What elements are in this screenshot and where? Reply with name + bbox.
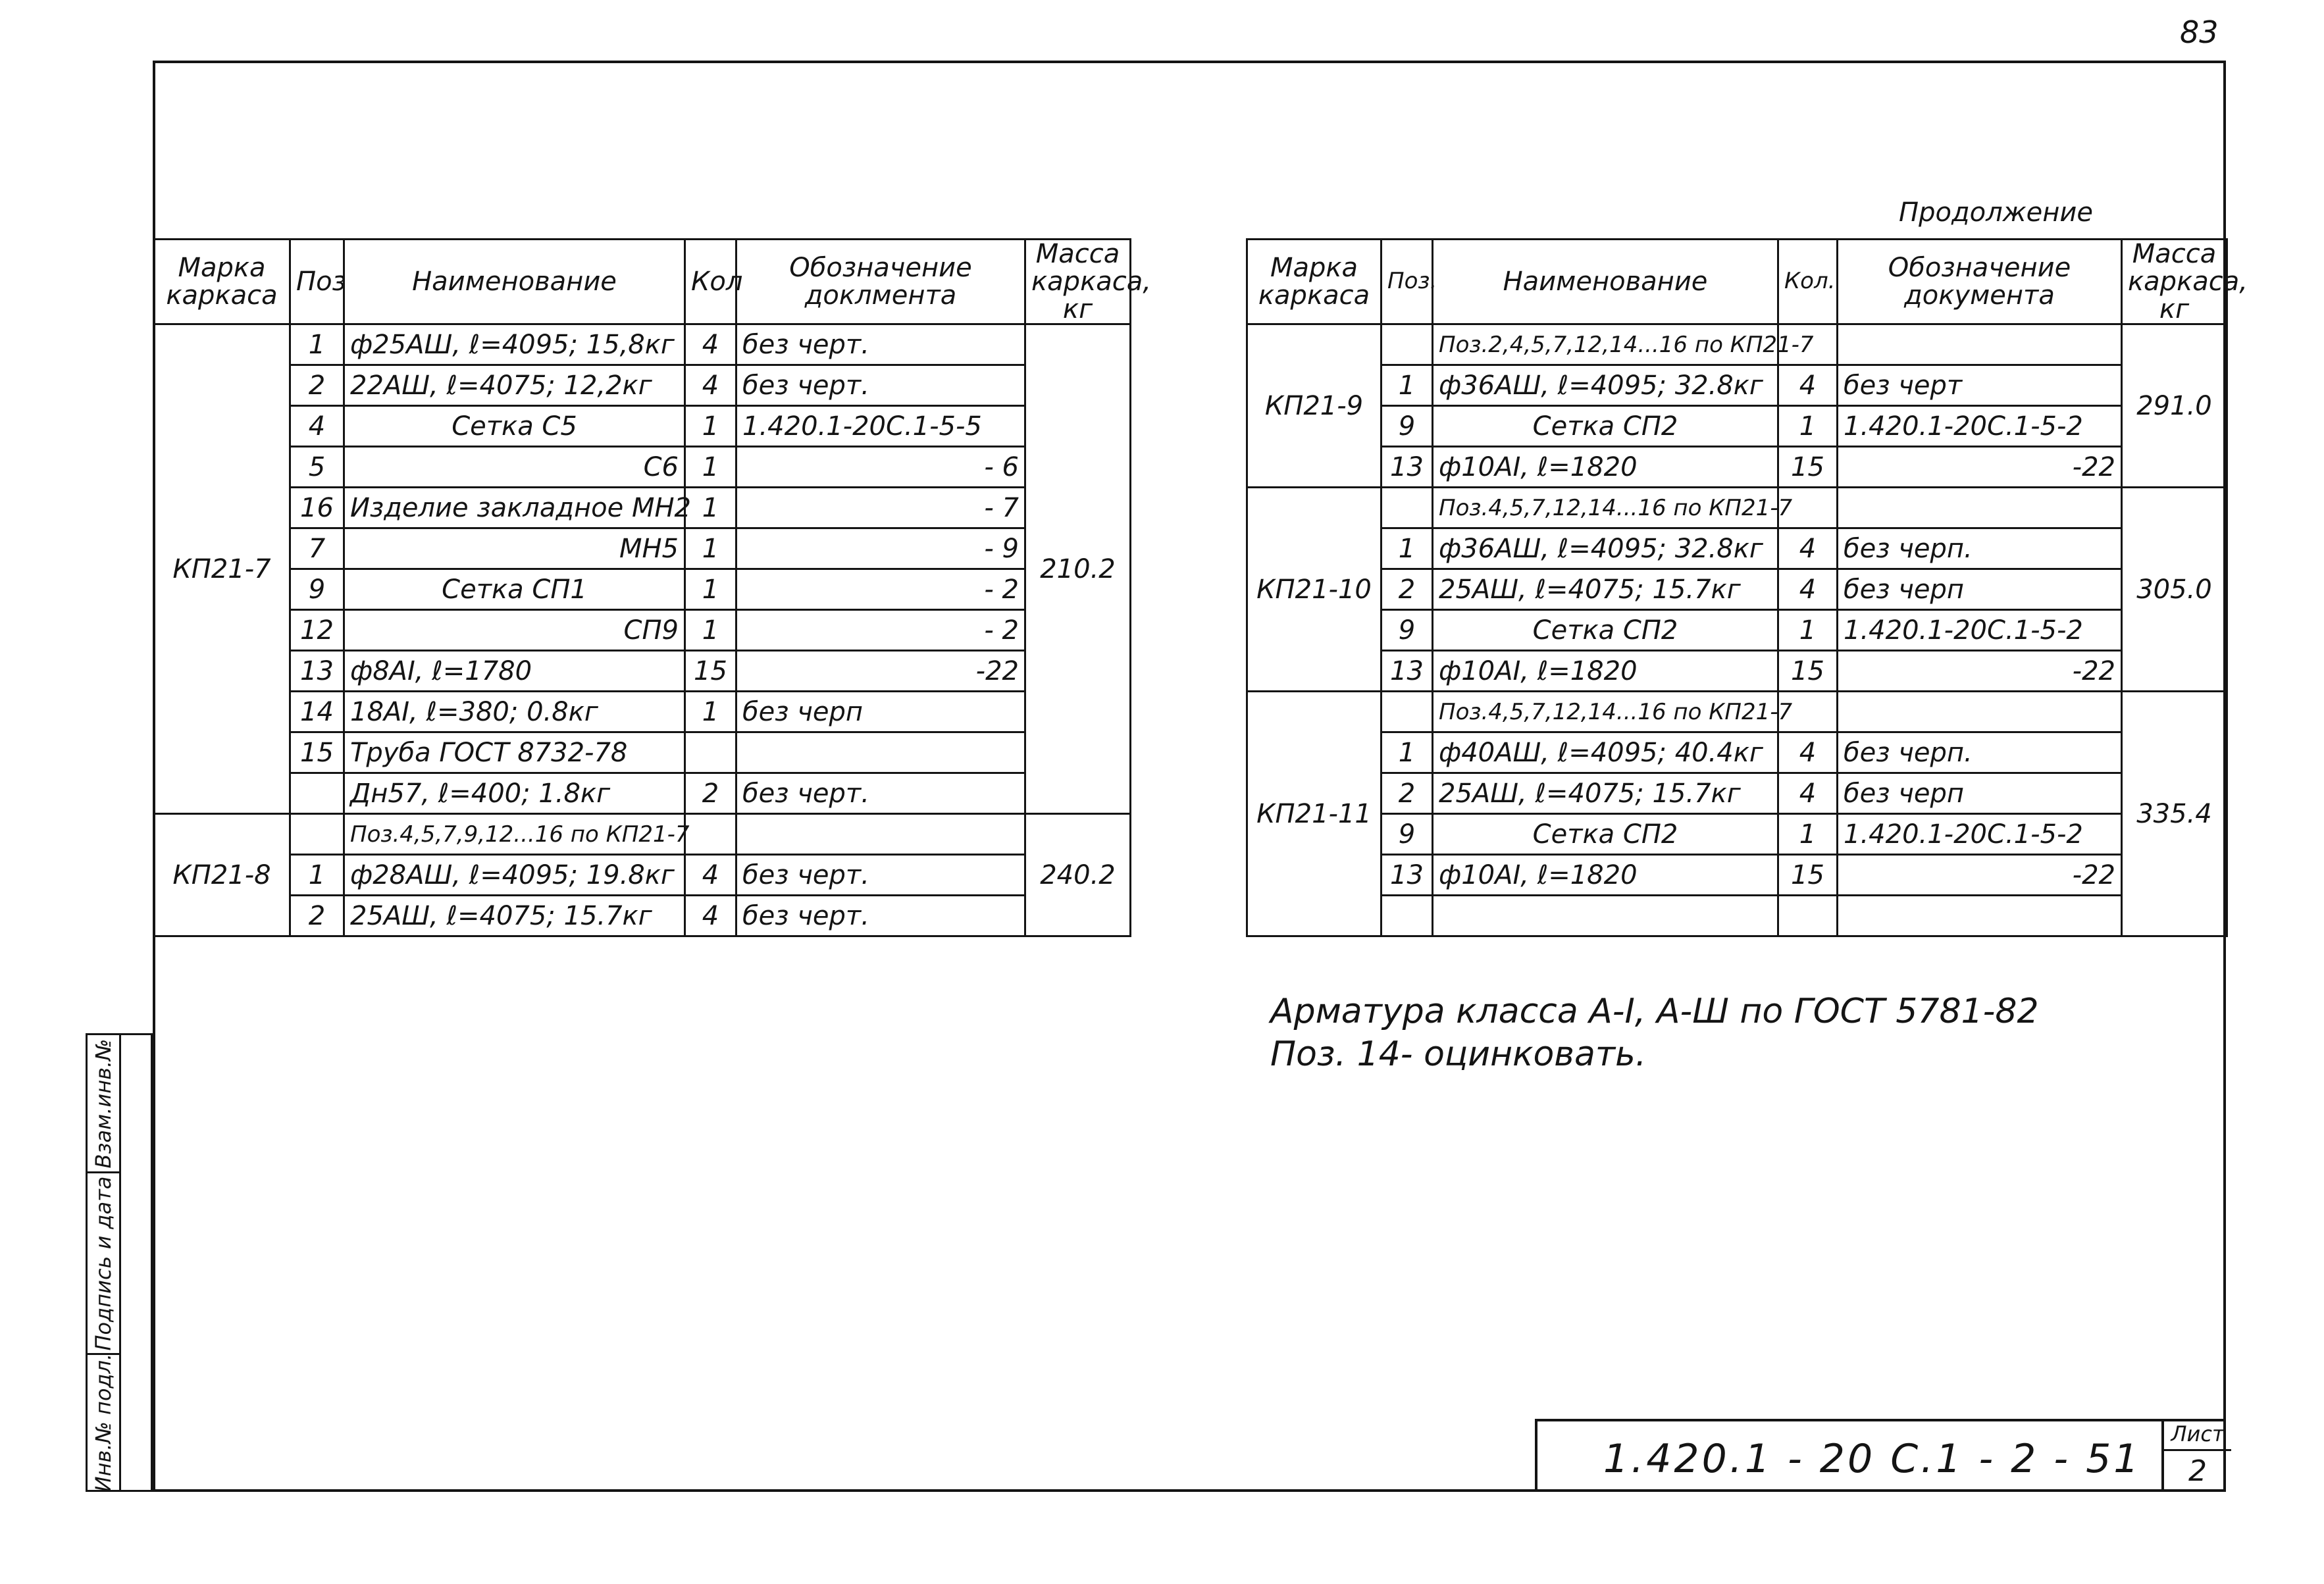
cell-designation: без черт	[1838, 365, 2122, 406]
cell-qty: 15	[1778, 447, 1838, 488]
cell-name: ф40АШ, ℓ=4095; 40.4кг	[1433, 732, 1778, 773]
table-row	[1247, 488, 2227, 528]
page-number: 83	[2180, 14, 2219, 50]
header-designation: Обозначение доклмента	[736, 240, 1025, 324]
cell-pos	[1381, 488, 1433, 528]
table-row	[154, 569, 1131, 610]
cell-designation: без черп.	[1838, 528, 2122, 569]
cell-designation: без черт.	[736, 324, 1025, 365]
cell-designation: 1.420.1-20С.1-5-5	[736, 406, 1025, 447]
cell-pos: 13	[290, 651, 344, 692]
cell-designation: - 6	[736, 447, 1025, 488]
cell-name: Поз.4,5,7,12,14...16 по КП21-7	[1433, 488, 1778, 528]
cell-name	[1433, 896, 1778, 936]
cell-pos	[1381, 692, 1433, 732]
table-row	[1247, 651, 2227, 692]
cell-qty: 4	[1778, 528, 1838, 569]
cell-designation: без черт.	[736, 896, 1025, 936]
cell-designation: -22	[1838, 855, 2122, 896]
sheet-number: 2	[2188, 1454, 2207, 1488]
cell-pos: 1	[290, 855, 344, 896]
cell-qty: 15	[1778, 651, 1838, 692]
stripe-cell-inv-original: Инв.№ подл.	[91, 1353, 116, 1492]
table-row	[154, 692, 1131, 732]
cell-name: ф10АI, ℓ=1820	[1433, 447, 1778, 488]
cell-qty: 1	[685, 447, 736, 488]
cell-name: С6	[344, 447, 685, 488]
cell-name: ф28АШ, ℓ=4095; 19.8кг	[344, 855, 685, 896]
table-row	[154, 773, 1131, 814]
cell-name: Сетка СП2	[1433, 406, 1778, 447]
cell-mass: 305.0	[2122, 488, 2227, 692]
cell-pos: 2	[1381, 569, 1433, 610]
cell-pos: 1	[1381, 528, 1433, 569]
cell-pos: 15	[290, 732, 344, 773]
table-row	[1247, 569, 2227, 610]
cell-pos: 16	[290, 488, 344, 528]
cell-qty: 1	[685, 610, 736, 651]
cell-mark: КП21-8	[154, 814, 290, 936]
cell-name: ф36АШ, ℓ=4095; 32.8кг	[1433, 528, 1778, 569]
cell-designation	[1838, 692, 2122, 732]
table-row	[154, 610, 1131, 651]
notes	[1270, 990, 2039, 1076]
cell-designation: без черт.	[736, 365, 1025, 406]
cell-qty: 1	[685, 692, 736, 732]
cell-mass: 291.0	[2122, 324, 2227, 488]
cell-designation: без черт.	[736, 855, 1025, 896]
title-block	[1535, 1419, 2226, 1492]
cell-qty: 1	[685, 569, 736, 610]
cell-qty: 15	[1778, 855, 1838, 896]
cell-name: ф10АI, ℓ=1820	[1433, 651, 1778, 692]
table-row	[1247, 406, 2227, 447]
cell-name: Поз.4,5,7,12,14...16 по КП21-7	[1433, 692, 1778, 732]
cell-mark: КП21-11	[1247, 692, 1381, 936]
table-row	[154, 365, 1131, 406]
cell-pos: 2	[290, 896, 344, 936]
header-name: Наименование	[344, 240, 685, 324]
cell-qty: 4	[685, 365, 736, 406]
cell-name: ф8АI, ℓ=1780	[344, 651, 685, 692]
header-mark: Марка каркаса	[1247, 240, 1381, 324]
cell-designation	[1838, 324, 2122, 365]
cell-name: Сетка СП2	[1433, 610, 1778, 651]
cell-name: МН5	[344, 528, 685, 569]
cell-pos: 1	[1381, 365, 1433, 406]
cell-name: СП9	[344, 610, 685, 651]
cell-name: ф25АШ, ℓ=4095; 15,8кг	[344, 324, 685, 365]
cell-name: Сетка СП1	[344, 569, 685, 610]
cell-pos	[1381, 896, 1433, 936]
table-row	[154, 324, 1131, 365]
cell-designation: - 9	[736, 528, 1025, 569]
left-spec-table	[153, 238, 1151, 937]
cell-mark: КП21-7	[154, 324, 290, 814]
cell-name: Поз.4,5,7,9,12...16 по КП21-7	[344, 814, 685, 855]
cell-qty: 1	[685, 528, 736, 569]
cell-designation: без черп	[1838, 773, 2122, 814]
cell-qty	[1778, 896, 1838, 936]
cell-qty: 1	[685, 406, 736, 447]
cell-pos: 5	[290, 447, 344, 488]
cell-designation	[736, 814, 1025, 855]
table-row	[154, 855, 1131, 896]
cell-pos: 13	[1381, 651, 1433, 692]
table-row	[1247, 447, 2227, 488]
table-row	[154, 447, 1131, 488]
table-row	[154, 406, 1131, 447]
cell-name: Дн57, ℓ=400; 1.8кг	[344, 773, 685, 814]
cell-designation: -22	[736, 651, 1025, 692]
cell-name: 25АШ, ℓ=4075; 15.7кг	[1433, 569, 1778, 610]
cell-name: Поз.2,4,5,7,12,14...16 по КП21-7	[1433, 324, 1778, 365]
cell-designation: без черп.	[1838, 732, 2122, 773]
cell-name: Изделие закладное МН2	[344, 488, 685, 528]
cell-pos	[1381, 324, 1433, 365]
cell-pos: 13	[1381, 855, 1433, 896]
cell-name: 25АШ, ℓ=4075; 15.7кг	[344, 896, 685, 936]
cell-pos: 2	[290, 365, 344, 406]
table-row	[154, 896, 1131, 936]
cell-pos	[290, 773, 344, 814]
cell-name: ф10АI, ℓ=1820	[1433, 855, 1778, 896]
cell-name: Сетка СП2	[1433, 814, 1778, 855]
cell-pos: 1	[290, 324, 344, 365]
cell-name: 25АШ, ℓ=4075; 15.7кг	[1433, 773, 1778, 814]
cell-mark: КП21-10	[1247, 488, 1381, 692]
cell-designation: - 2	[736, 610, 1025, 651]
table-row	[1247, 692, 2227, 732]
table-row	[154, 732, 1131, 773]
cell-designation: - 2	[736, 569, 1025, 610]
note-line: Поз. 14- оцинковать.	[1270, 1035, 1647, 1074]
stripe-cell-signature-date: Подпись и дата	[88, 1173, 119, 1355]
cell-pos: 9	[1381, 406, 1433, 447]
cell-pos: 13	[1381, 447, 1433, 488]
cell-pos: 12	[290, 610, 344, 651]
cell-qty	[685, 732, 736, 773]
header-qty: Кол.	[1778, 240, 1838, 324]
cell-designation	[1838, 488, 2122, 528]
cell-mass: 335.4	[2122, 692, 2227, 936]
cell-designation: без черп	[736, 692, 1025, 732]
sheet-label: Лист	[2164, 1421, 2231, 1451]
table-row	[154, 488, 1131, 528]
header-designation: Обозначение документа	[1838, 240, 2122, 324]
cell-designation: 1.420.1-20С.1-5-2	[1838, 406, 2122, 447]
cell-designation: без черт.	[736, 773, 1025, 814]
table-row	[1247, 896, 2227, 936]
cell-designation: 1.420.1-20С.1-5-2	[1838, 814, 2122, 855]
cell-name: Труба ГОСТ 8732-78	[344, 732, 685, 773]
cell-designation: -22	[1838, 447, 2122, 488]
cell-qty: 1	[1778, 610, 1838, 651]
cell-pos: 2	[1381, 773, 1433, 814]
right-spec-table	[1246, 238, 2248, 937]
header-mass: Масса каркаса, кг	[1025, 240, 1131, 324]
cell-designation: -22	[1838, 651, 2122, 692]
cell-qty: 4	[1778, 773, 1838, 814]
table-row	[1247, 365, 2227, 406]
table-row	[1247, 528, 2227, 569]
document-code: 1.420.1 - 20 С.1 - 2 - 51	[1603, 1436, 2142, 1482]
note-line: Арматура класса А-I, А-Ш по ГОСТ 5781-82	[1270, 992, 2039, 1031]
header-name: Наименование	[1433, 240, 1778, 324]
cell-pos: 14	[290, 692, 344, 732]
header-qty: Кол	[685, 240, 736, 324]
table-row	[1247, 324, 2227, 365]
stripe-cell-replace-inv: Взам.инв.№	[88, 1035, 119, 1173]
header-pos: Поз	[290, 240, 344, 324]
sheet-box	[2161, 1421, 2231, 1492]
cell-pos: 9	[1381, 610, 1433, 651]
cell-qty: 4	[1778, 569, 1838, 610]
table-row	[154, 528, 1131, 569]
cell-mass: 240.2	[1025, 814, 1131, 936]
cell-pos: 9	[1381, 814, 1433, 855]
table-row	[1247, 814, 2227, 855]
cell-qty	[685, 814, 736, 855]
header-pos: Поз.	[1381, 240, 1433, 324]
cell-designation	[736, 732, 1025, 773]
cell-qty: 4	[685, 896, 736, 936]
header-mark: Марка каркаса	[154, 240, 290, 324]
cell-name: Сетка С5	[344, 406, 685, 447]
table-row	[1247, 732, 2227, 773]
cell-designation	[1838, 896, 2122, 936]
cell-qty: 4	[685, 855, 736, 896]
cell-pos: 1	[1381, 732, 1433, 773]
cell-pos	[290, 814, 344, 855]
cell-qty: 1	[1778, 406, 1838, 447]
cell-name: 22АШ, ℓ=4075; 12,2кг	[344, 365, 685, 406]
cell-qty: 15	[685, 651, 736, 692]
cell-designation: без черп	[1838, 569, 2122, 610]
table-row	[1247, 773, 2227, 814]
cell-designation: 1.420.1-20С.1-5-2	[1838, 610, 2122, 651]
cell-name: ф36АШ, ℓ=4095; 32.8кг	[1433, 365, 1778, 406]
table-row	[1247, 855, 2227, 896]
table-header-row	[1247, 240, 2227, 324]
cell-mass: 210.2	[1025, 324, 1131, 814]
cell-pos: 4	[290, 406, 344, 447]
table-row	[154, 814, 1131, 855]
cell-designation: - 7	[736, 488, 1025, 528]
table-row	[154, 651, 1131, 692]
cell-name: 18АI, ℓ=380; 0.8кг	[344, 692, 685, 732]
cell-qty: 4	[685, 324, 736, 365]
continuation-label: Продолжение	[1899, 197, 2094, 228]
cell-qty: 2	[685, 773, 736, 814]
cell-mark: КП21-9	[1247, 324, 1381, 488]
table-header-row	[154, 240, 1131, 324]
cell-qty: 1	[1778, 814, 1838, 855]
stamp-stripe	[86, 1033, 153, 1492]
cell-pos: 7	[290, 528, 344, 569]
cell-pos: 9	[290, 569, 344, 610]
cell-qty: 1	[685, 488, 736, 528]
header-mass: Масса каркаса, кг	[2122, 240, 2227, 324]
table-row	[1247, 610, 2227, 651]
cell-qty: 4	[1778, 732, 1838, 773]
cell-qty: 4	[1778, 365, 1838, 406]
